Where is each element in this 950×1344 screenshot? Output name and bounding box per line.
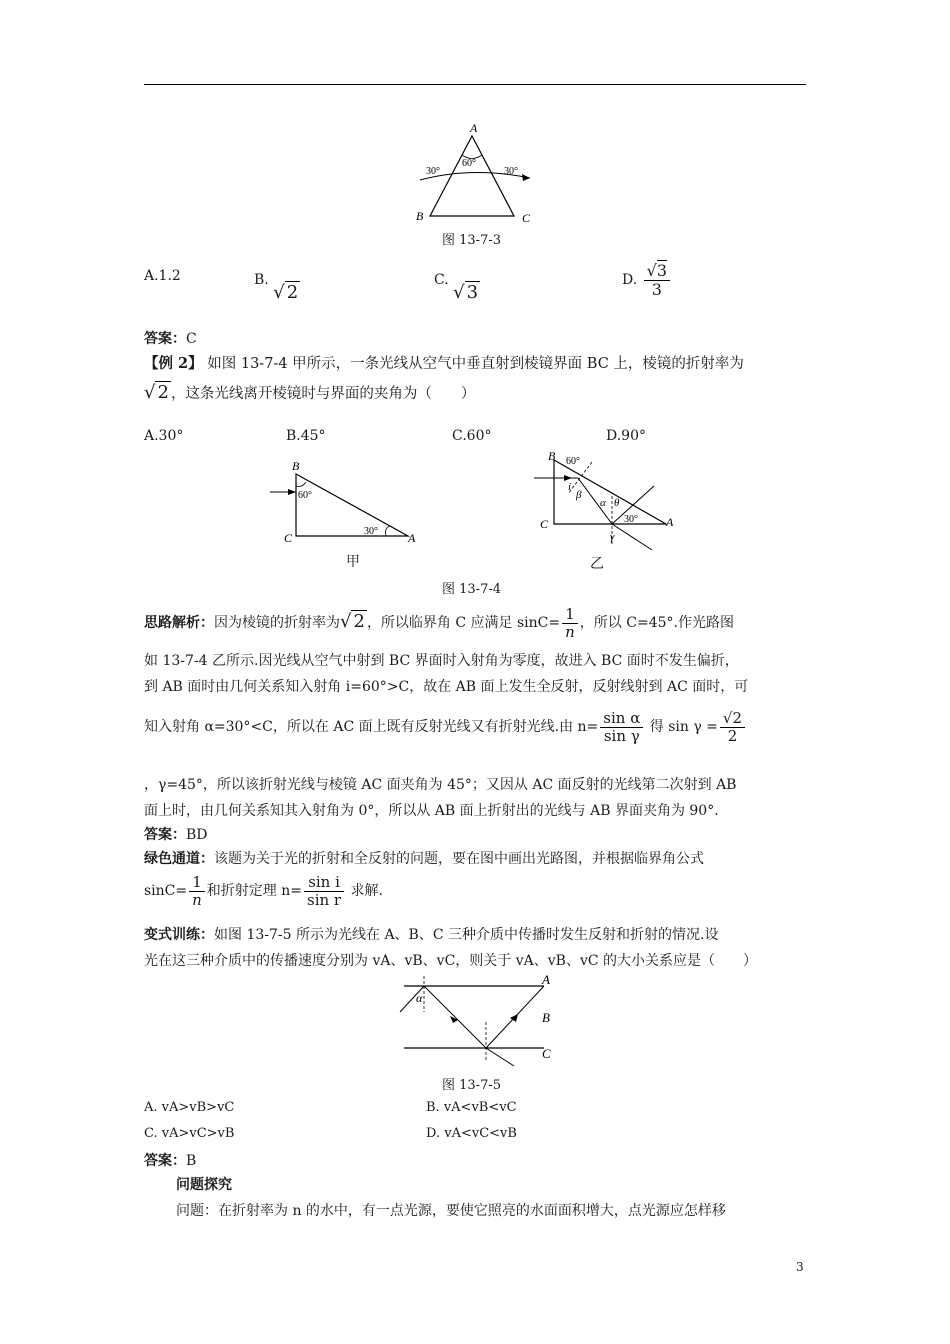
option-c: C. vA>vC>vB — [144, 1126, 235, 1141]
answer-label: 答案： — [144, 331, 186, 347]
vertex-a-label: A — [470, 121, 478, 135]
right-angle-label: 30° — [504, 166, 518, 177]
formula-text: 求解. — [346, 883, 384, 899]
alpha-label: α — [416, 991, 423, 1005]
fraction: $\frac{√2}{2}$ — [720, 710, 745, 744]
figure-caption-1: 图 13-7-3 — [442, 233, 502, 248]
example-tag: 【例 2】 — [144, 355, 203, 372]
green-line2 — [144, 874, 383, 908]
analysis-line4 — [144, 710, 747, 744]
option-d — [622, 262, 672, 298]
variant-line2: 光在这三种介质中的传播速度分别为 vA、vB、vC，则关于 vA、vB、vC 的大小关系应是（ ） — [144, 953, 758, 969]
example-text-2: ，这条光线离开棱镜时与界面的夹角为（ ） — [170, 386, 476, 402]
option-d: D. vA<vC<vB — [426, 1126, 517, 1141]
jia-b-label: B — [292, 459, 300, 473]
vertex-b-label: B — [416, 209, 424, 223]
analysis-line6: 面上时，由几何关系知其入射角为 0°，所以从 AB 面上折射出的光线与 AB 界面夹角为 90°. — [144, 803, 719, 819]
fig-yi-label: 乙 — [590, 556, 604, 572]
jia-60-label: 60° — [298, 490, 312, 501]
example-2-line2 — [144, 382, 475, 403]
option-c — [434, 268, 480, 303]
green-line1 — [144, 848, 704, 868]
green-label: 绿色通道： — [144, 851, 214, 867]
yi-theta-label: θ — [614, 497, 620, 509]
frac-den: 3 — [651, 279, 662, 299]
sqrt2: √ 2 — [273, 282, 299, 303]
fraction: $\frac{\text{sin α}}{\text{sin γ}}$ — [600, 710, 643, 744]
sqrt2: √ 2 — [144, 382, 169, 403]
variant-text: 如图 13-7-5 所示为光线在 A、B、C 三种介质中传播时发生反射和折射的情况.设 — [214, 927, 719, 943]
left-angle-label: 30° — [426, 166, 440, 177]
radicand: 3 — [466, 282, 479, 303]
analysis-text: ，所以 C=45°.作光路图 — [579, 615, 734, 631]
analysis-label: 思路解析： — [144, 615, 214, 631]
sqrt3: √ 3 — [453, 282, 479, 303]
option-d: D.90° — [606, 428, 646, 444]
page-number: 3 — [796, 1260, 804, 1274]
prism-figure-yi — [534, 446, 684, 556]
frac-num: √3 — [644, 262, 670, 281]
figure-caption-3: 图 13-7-5 — [442, 1078, 502, 1093]
analysis-line3: 到 AB 面时由几何关系知入射角 i=60°>C，故在 AB 面上发生全反射，反射线射到 AC 面时，可 — [144, 679, 749, 695]
header-rule — [144, 84, 806, 85]
analysis-line2: 如 13-7-4 乙所示.因光线从空气中射到 BC 界面时入射角为零度，故进入 BC 面时不发生偏折， — [144, 653, 739, 669]
yi-alpha-label: α — [600, 497, 606, 509]
yi-a-label: A — [666, 515, 674, 529]
analysis-text: ，所以临界角 C 应满足 sinC= — [366, 615, 561, 631]
inquiry-text: 问题：在折射率为 n 的水中，有一点光源，要使它照亮的水面面积增大，点光源应怎样移 — [176, 1203, 726, 1219]
variant-line1 — [144, 924, 718, 944]
yi-c-label: C — [540, 517, 549, 531]
answer-value: B — [186, 1153, 197, 1169]
radicand: 2 — [286, 282, 299, 303]
jia-30-label: 30° — [364, 526, 378, 537]
option-c-letter: C. — [434, 272, 449, 288]
answer-3 — [144, 1150, 196, 1170]
vertex-c-label: C — [522, 211, 531, 225]
answer-label: 答案： — [144, 827, 186, 843]
yi-30-label: 30° — [624, 514, 638, 525]
example-text: 如图 13-7-4 甲所示，一条光线从空气中垂直射到棱镜界面 BC 上，棱镜的折射率为 — [202, 356, 744, 372]
media-figure — [396, 972, 566, 1072]
formula-text: sinC= — [144, 883, 188, 899]
option-a: A. vA>vB>vC — [144, 1100, 235, 1115]
yi-gamma-label: γ — [610, 531, 615, 543]
answer-value: C — [186, 331, 197, 347]
variant-label: 变式训练： — [144, 927, 214, 943]
option-b — [254, 268, 300, 303]
answer-value: BD — [186, 827, 208, 843]
example-2-line1 — [144, 352, 744, 373]
analysis-line5: ，γ=45°，所以该折射光线与棱镜 AC 面夹角为 45°；又因从 AC 面反射的光线第二次射到 AB — [144, 777, 737, 793]
yi-beta-label: β — [576, 489, 582, 501]
figure-caption-2: 图 13-7-4 — [442, 582, 502, 597]
yi-i-label: i — [568, 481, 572, 493]
formula-text: 和折射定理 n= — [206, 883, 302, 899]
inquiry-heading: 问题探究 — [176, 1177, 232, 1193]
fraction: $\frac{\text{sin i}}{\text{sin r}}$ — [304, 874, 344, 908]
analysis-text: 知入射角 α=30°<C，所以在 AC 面上既有反射光线又有折射光线.由 n= — [144, 719, 599, 735]
fraction: $\frac{1}{n}$ — [562, 606, 578, 640]
prism-figure-1 — [410, 118, 550, 228]
option-b-letter: B. — [254, 272, 269, 288]
medium-a-label: A — [542, 972, 550, 987]
option-b: B. vA<vB<vC — [426, 1100, 517, 1115]
sqrt3-over-3 — [644, 262, 670, 298]
option-c: C.60° — [452, 428, 492, 444]
analysis-text: 因为棱镜的折射率为 — [214, 615, 340, 631]
jia-a-label: A — [408, 531, 416, 545]
option-d-letter: D. — [622, 272, 638, 289]
fig-jia-label: 甲 — [346, 554, 360, 570]
option-a: A.30° — [144, 428, 184, 444]
yi-b-label: B — [548, 449, 556, 463]
analysis-line1 — [144, 606, 734, 640]
analysis-text: 得 sin γ = — [645, 719, 718, 735]
yi-60-label: 60° — [566, 456, 580, 467]
fraction: $\frac{1}{n}$ — [189, 874, 205, 908]
jia-c-label: C — [284, 531, 293, 545]
medium-b-label: B — [542, 1010, 550, 1025]
green-text: 该题为关于光的折射和全反射的问题，要在图中画出光路图，并根据临界角公式 — [214, 851, 704, 867]
option-b: B.45° — [286, 428, 326, 444]
option-a: A.1.2 — [144, 268, 181, 284]
answer-label: 答案： — [144, 1153, 186, 1169]
answer-1 — [144, 328, 197, 348]
apex-angle-label: 60° — [462, 158, 476, 169]
prism-figure-jia — [268, 456, 428, 546]
answer-2 — [144, 824, 208, 844]
medium-c-label: C — [542, 1046, 551, 1061]
sqrt2: √ 2 — [340, 611, 365, 632]
